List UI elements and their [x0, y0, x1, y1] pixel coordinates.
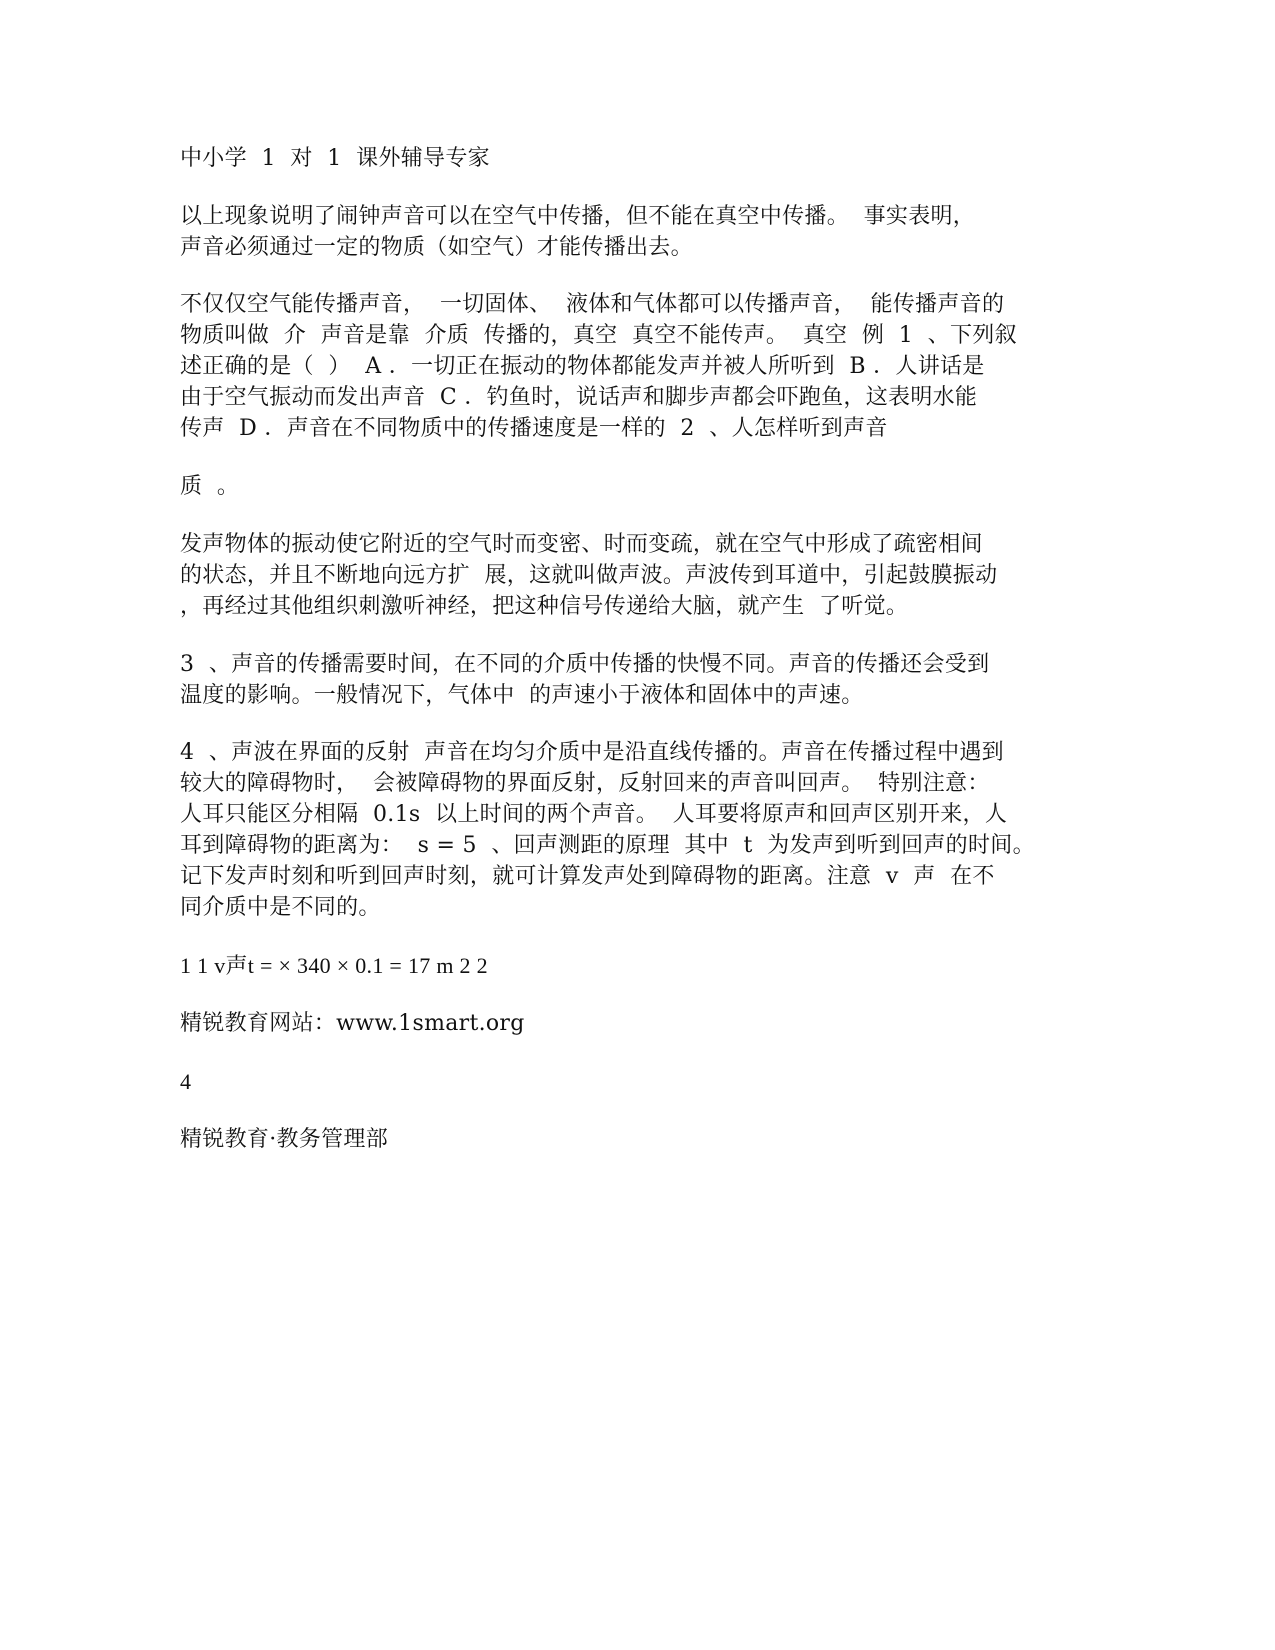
text-line: 的状态，并且不断地向远方扩 展，这就叫做声波。声波传到耳道中，引起鼓膜振动	[180, 563, 998, 588]
text-line: ，再经过其他组织刺激听神经，把这种信号传递给大脑，就产生 了听觉。	[180, 594, 909, 619]
page-number	[180, 1066, 1060, 1097]
paragraph-2	[180, 289, 1060, 444]
text-line: 记下发声时刻和听到回声时刻，就可计算发声处到障碍物的距离。注意 v 声 在不	[180, 864, 995, 889]
footer-website	[180, 1008, 1060, 1039]
footer-department	[180, 1124, 1060, 1155]
paragraph-3	[180, 471, 1060, 502]
text-line: 不仅仅空气能传播声音， 一切固体、 液体和气体都可以传播声音， 能传播声音的	[180, 292, 1005, 317]
text-line: 声音必须通过一定的物质（如空气）才能传播出去。	[180, 235, 693, 260]
website-text: 精锐教育网站：www.1smart.org	[180, 1011, 525, 1036]
text-line: 同介质中是不同的。	[180, 895, 381, 920]
text-line: 由于空气振动而发出声音 C ．钓鱼时，说话声和脚步声都会吓跑鱼，这表明水能	[180, 385, 978, 410]
text-line: 3 、声音的传播需要时间，在不同的介质中传播的快慢不同。声音的传播还会受到	[180, 652, 990, 677]
text-line: 传声 D ．声音在不同物质中的传播速度是一样的 2 、人怎样听到声音	[180, 416, 888, 441]
department-text: 精锐教育·教务管理部	[180, 1127, 388, 1152]
page-number-text: 4	[180, 1069, 192, 1094]
text-line: 质 。	[180, 474, 240, 499]
text-line: 耳到障碍物的距离为： s = 5 、回声测距的原理 其中 t 为发声到听到回声的时间。	[180, 833, 1035, 858]
formula-line	[180, 950, 1060, 981]
text-line: 4 、声波在界面的反射 声音在均匀介质中是沿直线传播的。声音在传播过程中遇到	[180, 740, 1004, 765]
header-line: 中小学 1 对 1 课外辅导专家	[180, 146, 490, 171]
text-line: 物质叫做 介 声音是靠 介质 传播的，真空 真空不能传声。 真空 例 1 、下列叙	[180, 323, 1017, 348]
formula-text: 1 1 v声t = × 340 × 0.1 = 17 m 2 2	[180, 953, 488, 978]
paragraph-4	[180, 529, 1060, 622]
paragraph-5	[180, 649, 1060, 711]
paragraph-6	[180, 737, 1060, 923]
text-line: 述正确的是（ ） A ．一切正在振动的物体都能发声并被人所听到 B ．人讲话是	[180, 354, 985, 379]
text-line: 发声物体的振动使它附近的空气时而变密、时而变疏，就在空气中形成了疏密相间	[180, 532, 983, 557]
text-line: 较大的障碍物时， 会被障碍物的界面反射，反射回来的声音叫回声。 特别注意：	[180, 771, 990, 796]
header-text	[180, 143, 1060, 174]
text-line: 以上现象说明了闹钟声音可以在空气中传播，但不能在真空中传播。 事实表明，	[180, 204, 976, 229]
text-line: 温度的影响。一般情况下，气体中 的声速小于液体和固体中的声速。	[180, 683, 864, 708]
paragraph-1	[180, 201, 1060, 263]
text-line: 人耳只能区分相隔 0.1s 以上时间的两个声音。 人耳要将原声和回声区别开来，人	[180, 802, 1008, 827]
